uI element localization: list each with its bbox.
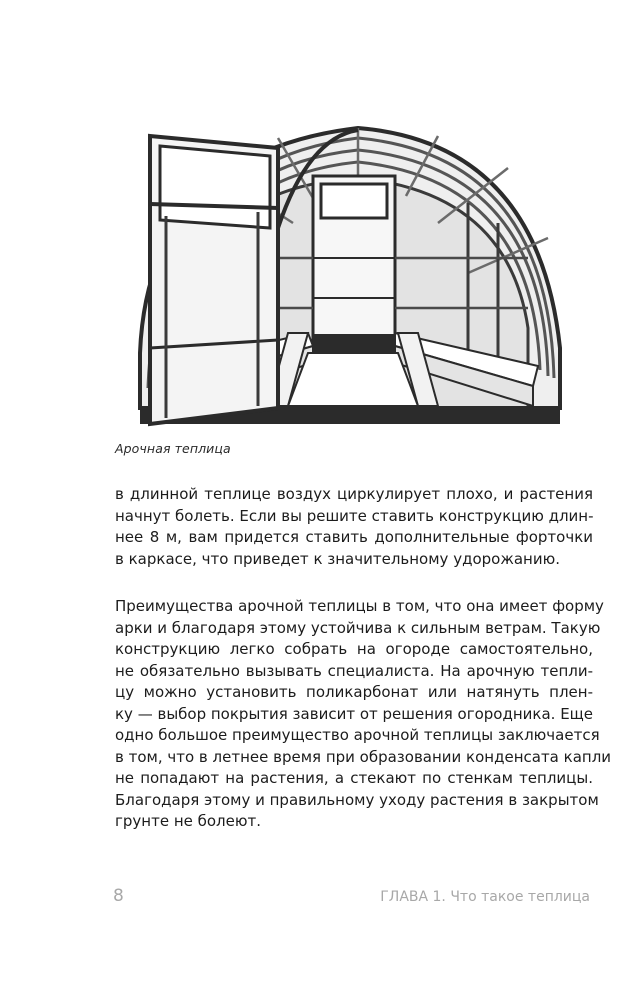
text-line: в том, что в летнее время при образовании конденсата капли (115, 747, 612, 766)
text-line: в длинной теплице воздух циркулирует плохо, и растения (115, 485, 593, 503)
text-line: Преимущества арочной теплицы в том, что она имеет форму (115, 597, 604, 615)
greenhouse-illustration (108, 108, 588, 428)
text-line: Благодаря этому и правильному уходу растения в закрытом (115, 790, 599, 809)
text-line: не попадают на растения, а стекают по стенкам теплицы. (115, 769, 593, 787)
text-line: конструкцию легко собрать на огороде самостоятельно, (115, 640, 593, 658)
text-line: одно большое преимущество арочной теплицы заключается (115, 726, 600, 744)
text-line: цу можно установить поликарбонат или натянуть плен- (115, 683, 593, 701)
text-line: не обязательно вызывать специалиста. На арочную тепли- (115, 661, 593, 680)
page-number: 8 (113, 886, 124, 906)
paragraph-2 (115, 596, 612, 833)
paragraph-1 (115, 484, 593, 570)
text-line: нее 8 м, вам придется ставить дополнительные форточки (115, 528, 593, 546)
figure-caption: Арочная теплица (115, 441, 231, 456)
text-line: начнут болеть. Если вы решите ставить конструкцию длин- (115, 506, 594, 525)
running-chapter-title: ГЛАВА 1. Что такое теплица (380, 889, 590, 905)
text-line: арки и благодаря этому устойчива к сильным ветрам. Такую (115, 618, 601, 637)
text-line: грунте не болеют. (115, 812, 262, 830)
text-line: в каркасе, что приведет к значительному удорожанию. (115, 549, 560, 568)
text-line: ку — выбор покрытия зависит от решения огородника. Еще (115, 704, 594, 723)
